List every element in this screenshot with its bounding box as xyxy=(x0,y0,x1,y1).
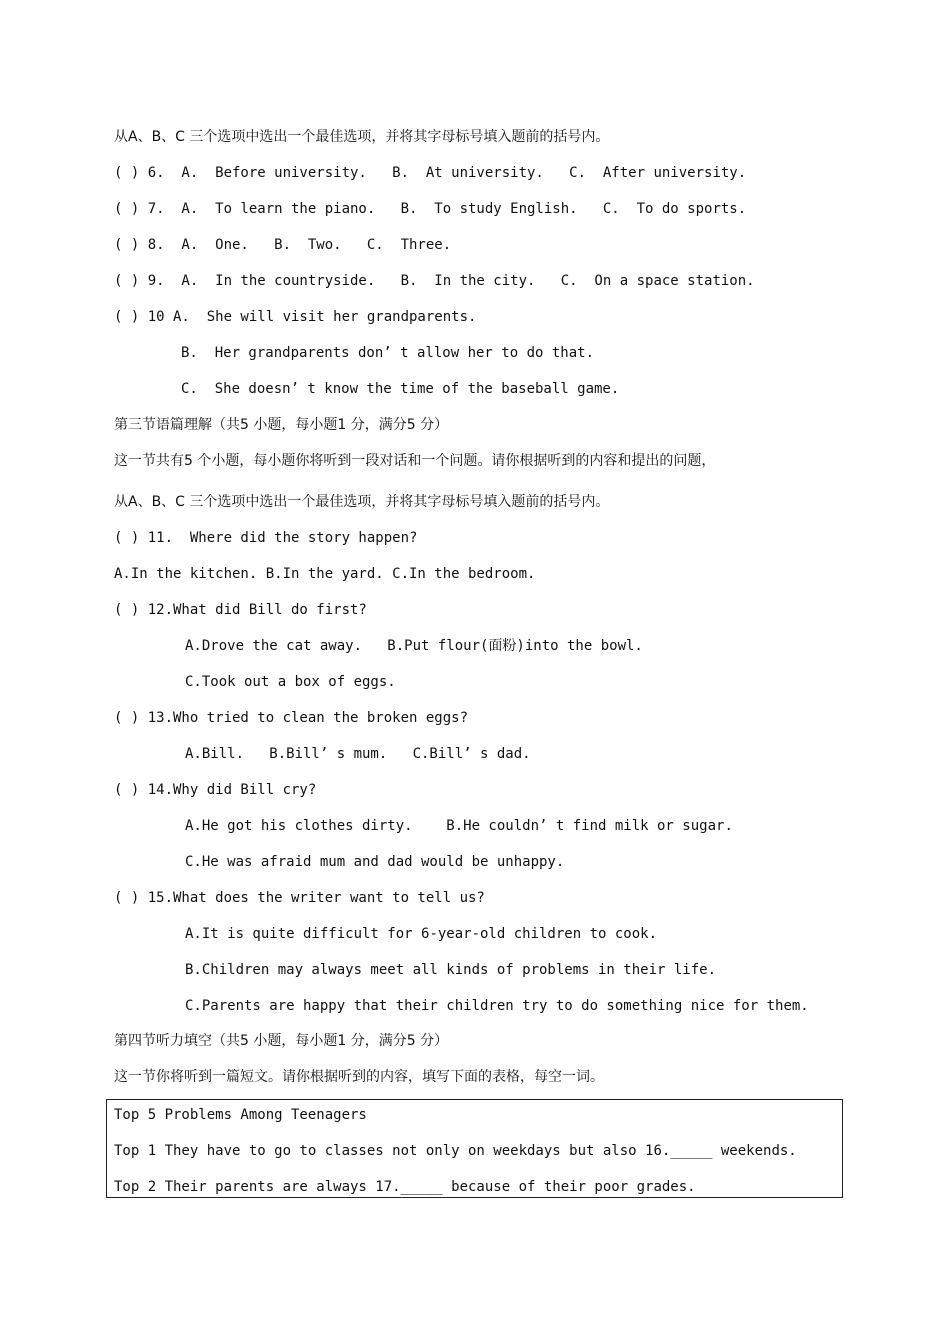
question-10-option-b: B. Her grandparents don’ t allow her to do that. xyxy=(181,345,595,361)
question-15-option-b: B.Children may always meet all kinds of problems in their life. xyxy=(185,962,717,978)
section3-heading: 第三节语篇理解（共5 小题，每小题1 分，满分5 分） xyxy=(114,417,449,433)
table-title: Top 5 Problems Among Teenagers xyxy=(114,1107,367,1123)
question-7: ( ) 7. A. To learn the piano. B. To study English. C. To do sports. xyxy=(114,201,747,217)
section4-intro: 这一节你将听到一篇短文。请你根据听到的内容，填写下面的表格，每空一词。 xyxy=(114,1069,604,1085)
question-10-option-c: C. She doesn’ t know the time of the baseball game. xyxy=(181,381,620,397)
question-11: ( ) 11. Where did the story happen? xyxy=(114,530,418,546)
question-14: ( ) 14.Why did Bill cry? xyxy=(114,782,317,798)
question-6: ( ) 6. A. Before university. B. At university. C. After university. xyxy=(114,165,747,181)
section3-instruction: 从A、B、C 三个选项中选出一个最佳选项，并将其字母标号填入题前的括号内。 xyxy=(114,494,610,510)
question-15-option-a: A.It is quite difficult for 6-year-old children to cook. xyxy=(185,926,658,942)
question-11-options: A.In the kitchen. B.In the yard. C.In the bedroom. xyxy=(114,566,536,582)
question-12: ( ) 12.What did Bill do first? xyxy=(114,602,367,618)
question-13: ( ) 13.Who tried to clean the broken eggs? xyxy=(114,710,469,726)
question-15: ( ) 15.What does the writer want to tell us? xyxy=(114,890,485,906)
question-14-options-ab: A.He got his clothes dirty. B.He couldn’ t find milk or sugar. xyxy=(185,818,733,834)
question-15-option-c: C.Parents are happy that their children try to do something nice for them. xyxy=(185,998,809,1014)
table-row-top1: Top 1 They have to go to classes not only on weekdays but also 16._____ weekends. xyxy=(114,1143,797,1159)
question-10: ( ) 10 A. She will visit her grandparents. xyxy=(114,309,477,325)
section4-heading: 第四节听力填空（共5 小题，每小题1 分，满分5 分） xyxy=(114,1033,449,1049)
section2-instruction: 从A、B、C 三个选项中选出一个最佳选项，并将其字母标号填入题前的括号内。 xyxy=(114,129,610,145)
question-12-options-ab: A.Drove the cat away. B.Put flour(面粉)into the bowl. xyxy=(185,638,643,654)
question-8: ( ) 8. A. One. B. Two. C. Three. xyxy=(114,237,452,253)
question-9: ( ) 9. A. In the countryside. B. In the city. C. On a space station. xyxy=(114,273,755,289)
section3-intro: 这一节共有5 个小题，每小题你将听到一段对话和一个问题。请你根据听到的内容和提出的问题， xyxy=(114,453,716,469)
question-13-options: A.Bill. B.Bill’ s mum. C.Bill’ s dad. xyxy=(185,746,531,762)
table-row-top2: Top 2 Their parents are always 17._____ because of their poor grades. xyxy=(114,1179,696,1195)
question-12-option-c: C.Took out a box of eggs. xyxy=(185,674,396,690)
fill-in-table xyxy=(106,1099,843,1198)
question-14-option-c: C.He was afraid mum and dad would be unhappy. xyxy=(185,854,565,870)
